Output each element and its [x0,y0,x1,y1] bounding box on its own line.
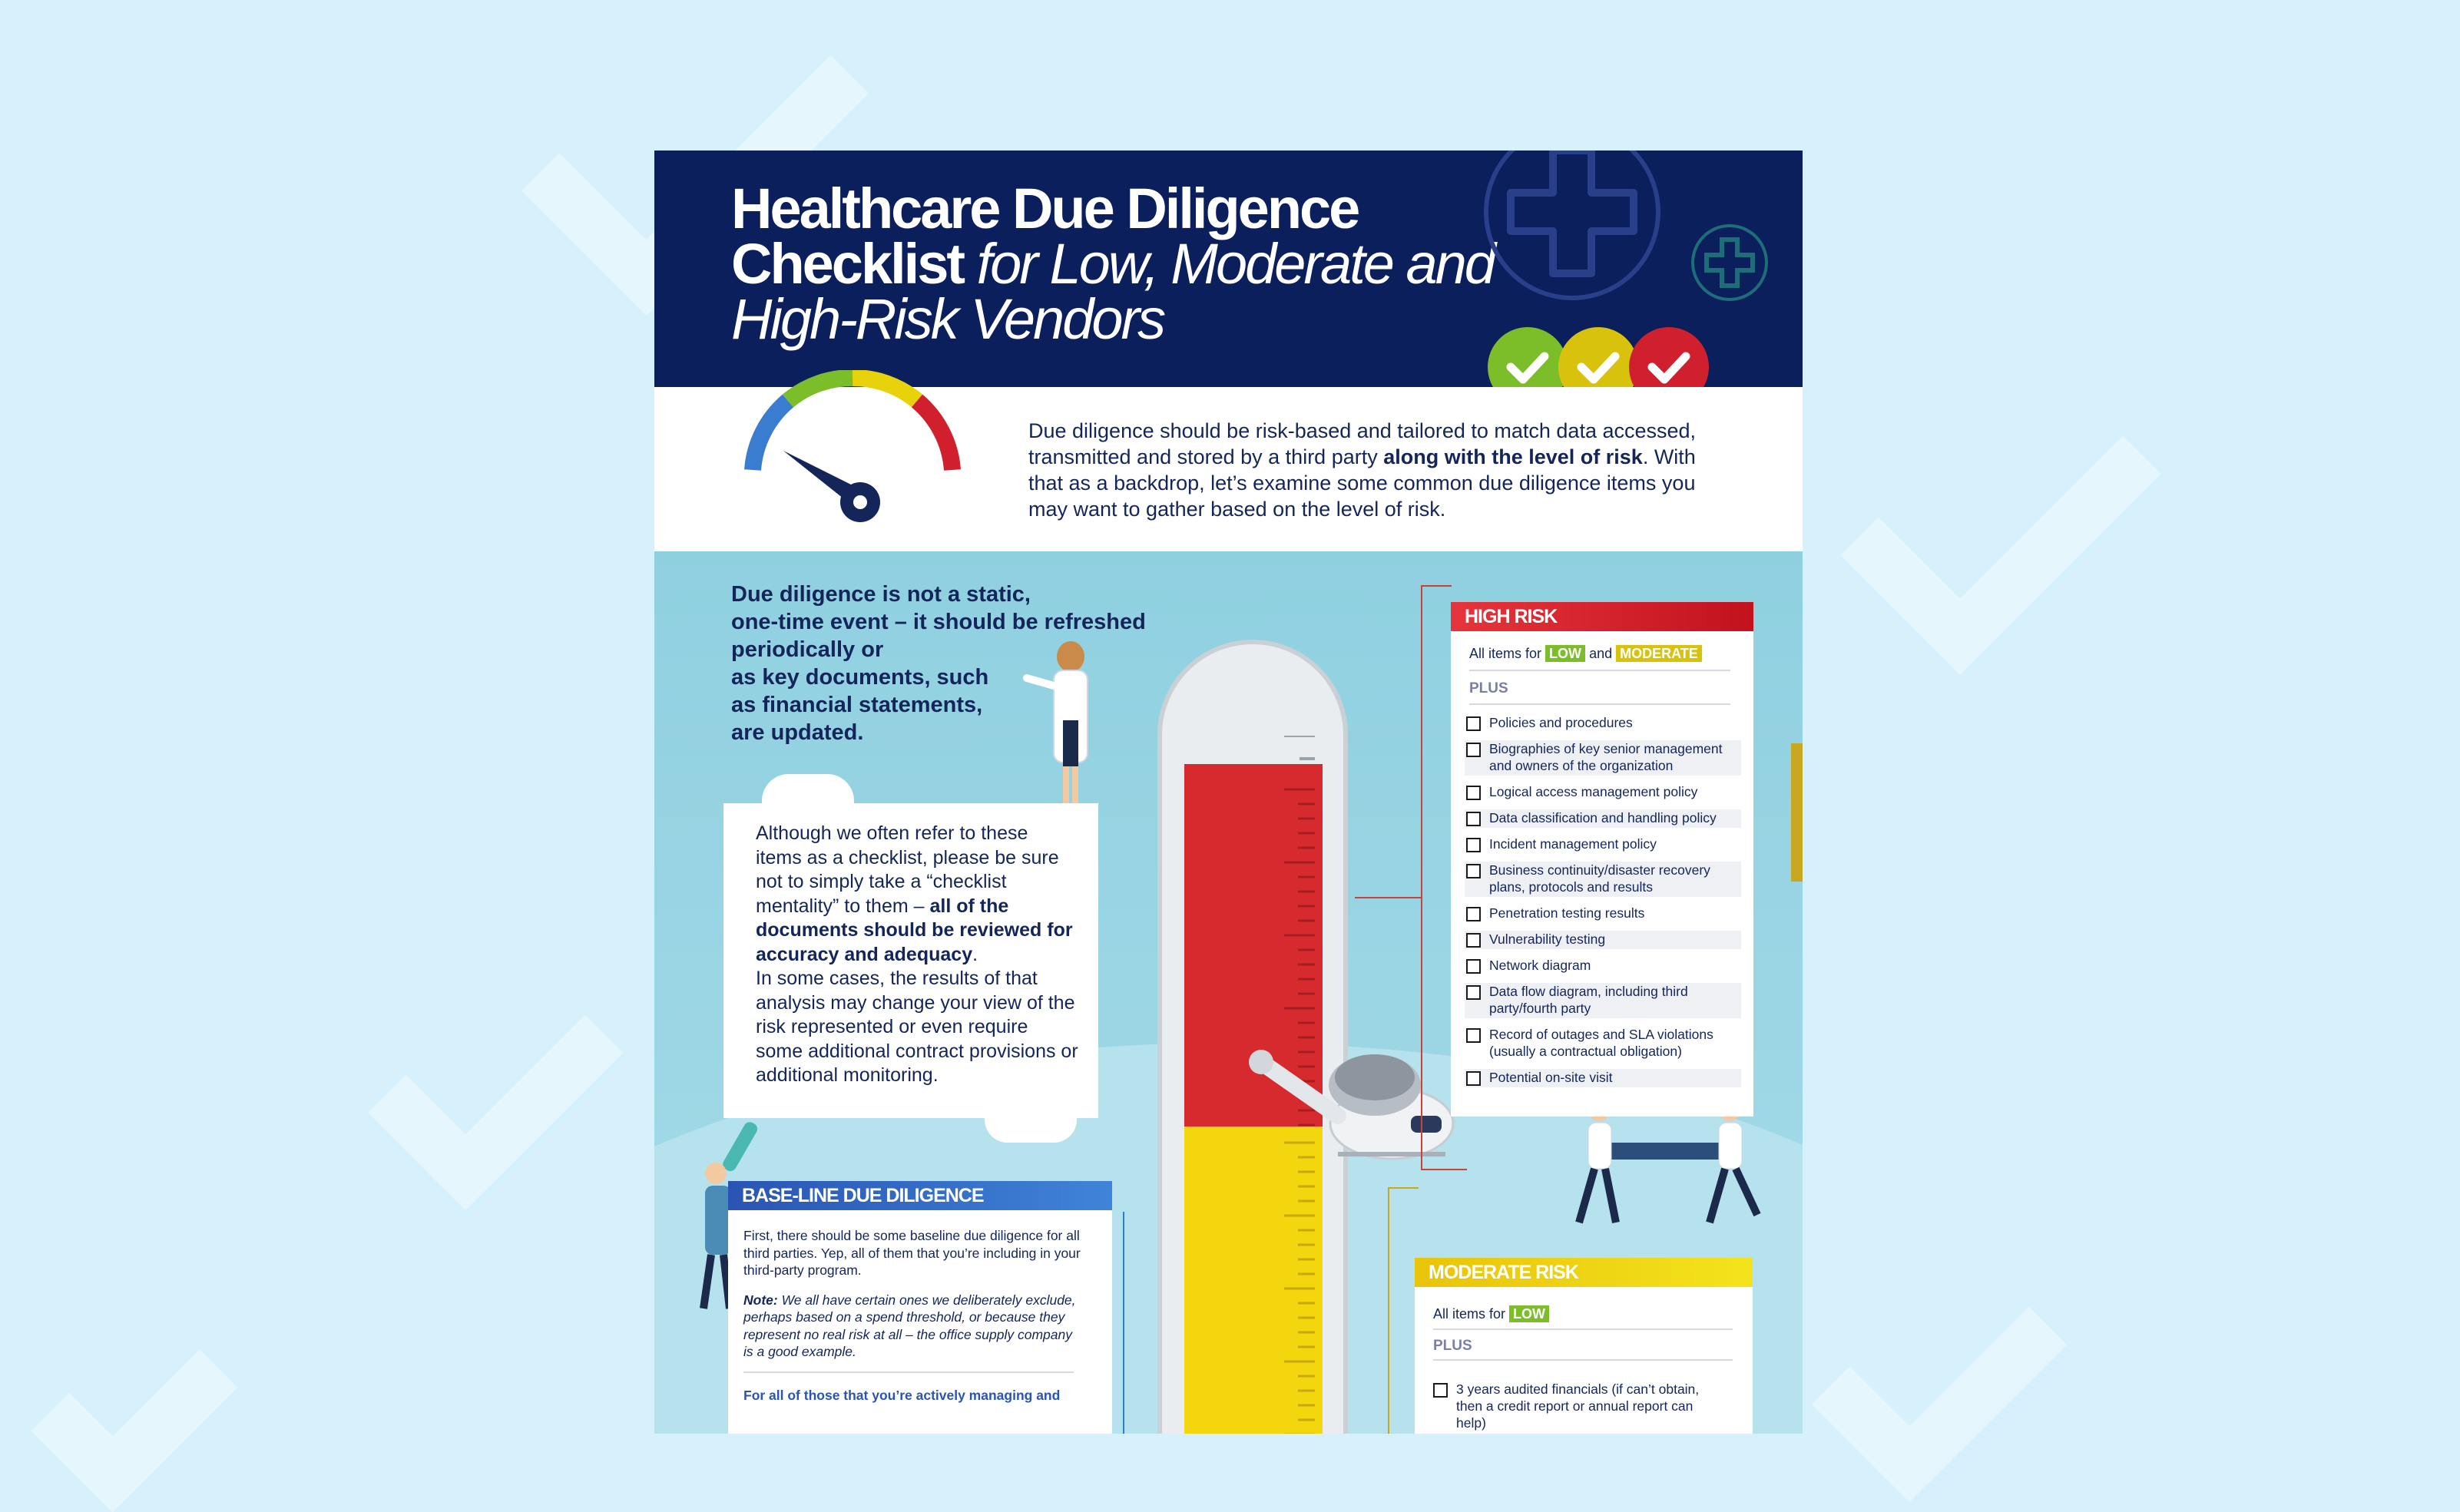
moderate-risk-panel [1415,1258,1753,1434]
baseline-note-text: We all have certain ones we deliberately exclude, perhaps based on a spend threshold, or because they represent no real risk at all – the office supply company is a good example. [743,1292,1076,1359]
checkbox[interactable] [1466,1028,1481,1043]
checkbox[interactable] [1466,1071,1481,1086]
high-risk-plus: PLUS [1469,680,1508,696]
checklist-item-label: Incident management policy [1489,836,1657,852]
note-text-a: Although we often refer to these items as a checklist, please be sure not to simply take a “checklist mentality” to them – [756,822,1059,917]
checklist-item-label: Business continuity/disaster recovery plans, protocols and results [1489,862,1710,895]
moderate-risk-subtitle [1433,1305,1549,1322]
quote-line: as key documents, such [731,665,989,690]
checkbox[interactable] [1466,812,1481,826]
checkbox[interactable] [1466,786,1481,800]
note-text-c: In some cases, the results of that analysis may change your view of the risk represented or even require some additional contract provisions or additional monitoring. [756,968,1078,1086]
checklist-item[interactable] [1465,1026,1741,1061]
title-bold-line: Healthcare Due Diligence [731,177,1359,240]
divider [1433,1359,1733,1361]
title-italic-line: for Low, Moderate and [976,232,1494,296]
moderate-risk-bracket-line [1388,1187,1389,1434]
checkbox[interactable] [1466,907,1481,921]
intro-text-bold: along with the level of risk [1383,445,1643,468]
checklist-item-label: Penetration testing results [1489,905,1645,921]
checklist-item[interactable] [1465,740,1741,776]
moderate-risk-sub-pre: All items for [1433,1306,1506,1322]
checklist-item[interactable] [1465,931,1741,949]
moderate-tag: MODERATE [1616,645,1702,662]
baseline-panel [728,1181,1112,1434]
checklist-item[interactable] [1465,983,1741,1018]
checklist-item-label: Data flow diagram, including third party/fourth party [1489,984,1688,1016]
high-risk-title: HIGH RISK [1451,602,1753,631]
high-risk-pointer [1355,897,1422,898]
checklist-item-label: Network diagram [1489,958,1591,973]
checklist-item-label: Potential on-site visit [1489,1070,1613,1085]
divider [743,1371,1074,1373]
note-text-bold: all of the documents should be reviewed for accuracy and adequacy [756,895,1073,965]
medical-cross-icon [1480,151,1664,304]
baseline-title: BASE-LINE DUE DILIGENCE [728,1181,1112,1210]
checklist-item-label: Policies and procedures [1489,715,1633,730]
intro-paragraph [1028,418,1704,522]
checklist-item-label: Logical access management policy [1489,784,1698,799]
medical-cross-small-icon [1690,223,1770,303]
quote-line: Due diligence is not a static, [731,582,1031,607]
checklist-item[interactable] [1465,835,1741,854]
page-title [731,177,1515,351]
baseline-note-label: Note: [743,1292,778,1308]
checklist-item-label: Record of outages and SLA violations (usually a contractual obligation) [1489,1027,1713,1059]
high-risk-bracket-bottom [1421,1169,1467,1170]
checklist-item[interactable] [1465,905,1741,923]
baseline-bracket-line [1123,1212,1124,1434]
intro-text-b: . With that as a backdrop, let’s examine some common due diligence items you may want to gather based on the level of risk. [1028,445,1696,521]
high-risk-panel [1451,602,1753,1117]
divider [1469,703,1730,705]
intro-text-a: Due diligence should be risk-based and tailored to match data accessed, transmitted and stored by a third party [1028,419,1697,468]
checkbox[interactable] [1466,959,1481,974]
background-check-icon [1840,354,2160,674]
infographic-poster [654,151,1803,1434]
checklist-item[interactable] [1465,1069,1741,1087]
quote-line: one-time event – it should be refreshed [731,610,1146,634]
high-risk-sub-and: and [1589,646,1613,661]
checkbox[interactable] [1466,838,1481,852]
checklist-item[interactable] [1465,957,1741,975]
checkbox[interactable] [1466,716,1481,731]
divider [1469,670,1730,671]
high-risk-sub-pre: All items for [1469,646,1542,661]
risk-checkmarks-icon [1488,326,1714,387]
background-check-icon [31,1306,238,1512]
checklist-item-label: Biographies of key senior management and owners of the organization [1489,741,1723,773]
checkbox[interactable] [1466,864,1481,878]
moderate-risk-plus: PLUS [1433,1338,1472,1354]
intro-band [654,387,1803,551]
risk-gauge-icon [737,370,968,539]
checklist-item[interactable] [1465,714,1741,733]
checklist-item[interactable] [1432,1381,1723,1431]
divider [1433,1328,1733,1330]
checklist-item-label: Data classification and handling policy [1489,810,1717,825]
checklist-item[interactable] [1465,862,1741,897]
checklist-item-label: Vulnerability testing [1489,931,1606,947]
low-tag: LOW [1509,1305,1549,1322]
quote-line: periodically or [731,637,884,662]
helicopter-illustration [1246,1001,1476,1193]
title-bold-word: Checklist [731,232,964,296]
quote-line: are updated. [731,720,864,745]
moderate-risk-bracket-top [1388,1187,1419,1189]
high-risk-bracket-top [1421,585,1452,587]
checklist-mentality-note [723,803,1098,1118]
quote-line: as financial statements, [731,693,983,717]
header-band [654,151,1803,387]
checklist-item-label: 3 years audited financials (if can’t obtain, then a credit report or annual report can help) [1456,1381,1700,1431]
background-check-icon [1812,1247,2067,1502]
checkbox[interactable] [1466,933,1481,948]
baseline-paragraph: First, there should be some baseline due diligence for all third parties. Yep, all of them that you’re including in your third-party program. [743,1228,1081,1278]
checkbox[interactable] [1433,1383,1448,1398]
baseline-paragraph-2: For all of those that you’re actively managing and [743,1387,1061,1403]
background-check-icon [368,955,623,1210]
side-tab [1791,743,1803,882]
main-section [654,551,1803,1434]
checkbox[interactable] [1466,985,1481,1000]
moderate-risk-title: MODERATE RISK [1415,1258,1753,1287]
note-text-b: . [972,943,978,965]
checklist-item[interactable] [1465,809,1741,828]
high-risk-bracket-line [1421,585,1422,1169]
high-risk-subtitle [1469,645,1702,662]
low-tag: LOW [1545,645,1585,662]
checklist-item[interactable] [1465,783,1741,802]
checkbox[interactable] [1466,743,1481,757]
title-italic-line-2: High-Risk Vendors [731,287,1164,351]
